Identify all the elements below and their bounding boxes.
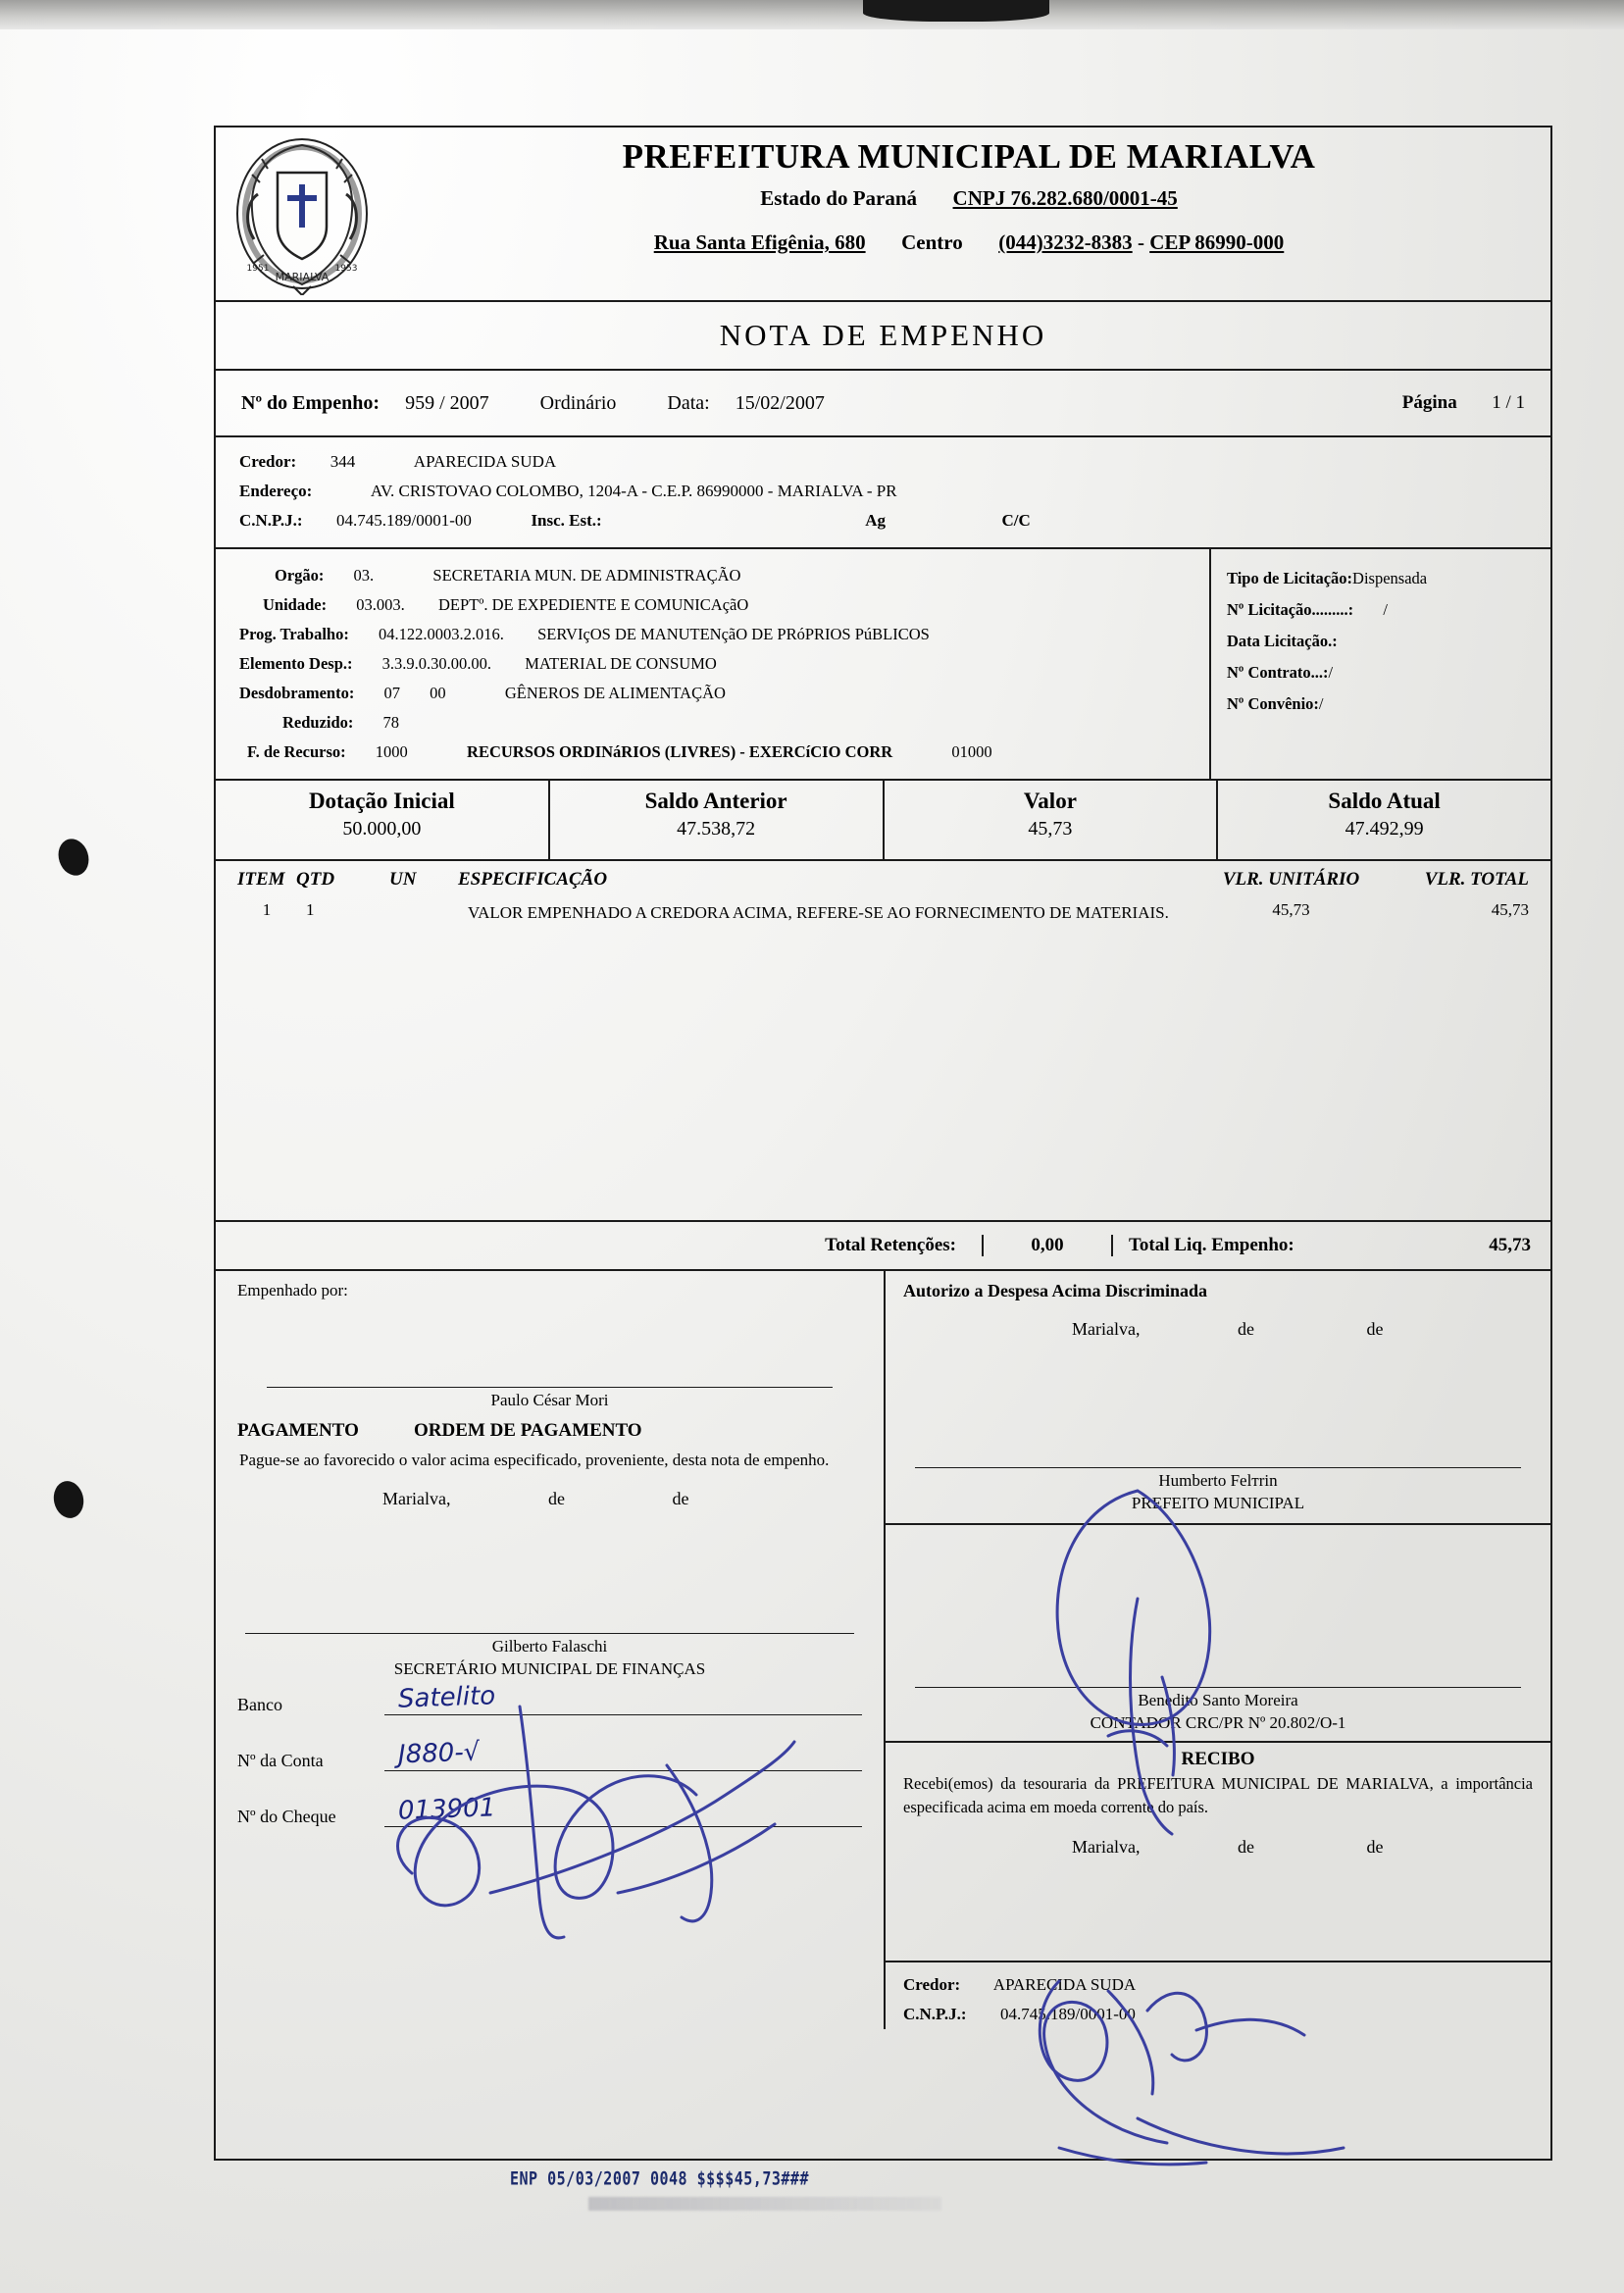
pagamento-title: PAGAMENTO xyxy=(237,1420,359,1441)
cep-label: CEP 86990-000 xyxy=(1149,230,1285,254)
empenho-number: 959 / 2007 xyxy=(405,391,489,414)
autorizo-local-data xyxy=(886,1301,1550,1340)
page-title: NOTA DE EMPENHO xyxy=(719,318,1047,352)
pagamento-texto: Pague-se ao favorecido o valor acima especificado, proveniente, desta nota de empenho. xyxy=(239,1451,830,1469)
svg-text:1953: 1953 xyxy=(334,263,357,274)
pagamento-local-data xyxy=(216,1473,884,1509)
recibo-local-data xyxy=(886,1819,1550,1858)
contador-nome: Benedito Santo Moreira xyxy=(1138,1691,1298,1709)
orgao-label: Orgão: xyxy=(275,566,325,585)
saldo-atual-label: Saldo Atual xyxy=(1328,789,1441,813)
state-label: Estado do Paraná xyxy=(760,186,918,210)
scan-top-shadow xyxy=(0,0,1624,29)
credor-label: Credor: xyxy=(239,452,297,471)
orgao-code: 03. xyxy=(353,566,375,585)
contador-cargo: CONTADOR CRC/PR Nº 20.802/O-1 xyxy=(1090,1713,1346,1732)
num-licitacao-value: / xyxy=(1383,600,1388,619)
ordem-pagamento-title: ORDEM DE PAGAMENTO xyxy=(414,1420,642,1441)
cc-label: C/C xyxy=(1001,511,1031,530)
fonte-recurso-num: 01000 xyxy=(951,742,992,761)
total-liq-value: 45,73 xyxy=(1489,1235,1531,1255)
empenho-date-label: Data: xyxy=(667,391,710,414)
ag-label: Ag xyxy=(865,511,886,530)
items-table-header xyxy=(216,861,1550,896)
document-title-bar xyxy=(216,302,1550,371)
city-title: PREFEITURA MUNICIPAL DE MARIALVA xyxy=(622,137,1316,176)
financas-cargo: SECRETÁRIO MUNICIPAL DE FINANÇAS xyxy=(393,1659,706,1678)
empenhado-por-block xyxy=(216,1271,884,1410)
num-convenio-row xyxy=(1227,688,1550,720)
col-item: ITEM xyxy=(237,869,285,890)
cnpj-label: C.N.P.J.: xyxy=(239,511,303,530)
cheque-label: Nº do Cheque xyxy=(237,1807,336,1826)
reduzido-row xyxy=(216,708,1209,738)
footer-smudge xyxy=(588,2197,941,2211)
num-licitacao-row xyxy=(1227,594,1550,626)
fonte-recurso-row xyxy=(216,738,1209,767)
elemento-desp-row xyxy=(216,649,1209,679)
table-row xyxy=(216,896,1550,926)
svg-text:1951: 1951 xyxy=(246,263,269,274)
cell-vlr-total: 45,73 xyxy=(1491,900,1529,919)
banco-field[interactable] xyxy=(237,1681,862,1715)
items-empty-space xyxy=(216,926,1550,1220)
signature-left-column xyxy=(216,1271,886,2029)
fonte-recurso-label: F. de Recurso: xyxy=(247,742,346,761)
fonte-recurso-code: 1000 xyxy=(375,742,408,761)
recibo-cnpj: 04.745.189/0001-00 xyxy=(1000,2005,1136,2023)
num-contrato-label: Nº Contrato...: xyxy=(1227,663,1329,682)
elemento-code: 3.3.9.0.30.00.00. xyxy=(381,654,491,673)
reduzido-value: 78 xyxy=(382,713,400,732)
total-retencoes-value: 0,00 xyxy=(982,1235,1111,1256)
cheque-field[interactable] xyxy=(237,1793,862,1827)
cell-vlr-unitario: 45,73 xyxy=(1272,900,1310,919)
autorizo-local: Marialva, xyxy=(1072,1319,1141,1339)
tipo-licitacao-label: Tipo de Licitação: xyxy=(1227,569,1353,587)
pagamento-header xyxy=(216,1410,884,1446)
num-contrato-value: / xyxy=(1328,663,1334,682)
scan-black-mark xyxy=(863,0,1049,22)
pagamento-de-2: de xyxy=(672,1489,689,1508)
orgao-name: SECRETARIA MUN. DE ADMINISTRAÇÃO xyxy=(432,566,741,585)
fonte-recurso-name: RECURSOS ORDINáRIOS (LIVRES) - EXERCíCIO CORR xyxy=(467,742,893,761)
recibo-local: Marialva, xyxy=(1072,1837,1141,1857)
prog-trabalho-code: 04.122.0003.2.016. xyxy=(378,625,504,643)
unidade-code: 03.003. xyxy=(356,595,405,614)
prefeito-nome: Humberto Felтrin xyxy=(1158,1471,1278,1490)
tipo-licitacao-row xyxy=(1227,563,1550,594)
unidade-name: DEPTº. DE EXPEDIENTE E COMUNICAçãO xyxy=(437,595,749,614)
reduzido-label: Reduzido: xyxy=(282,713,354,732)
autorizo-de-1: de xyxy=(1237,1319,1254,1339)
conta-label: Nº da Conta xyxy=(237,1751,324,1770)
dotacao-inicial-value: 50.000,00 xyxy=(342,818,422,840)
recibo-de-1: de xyxy=(1237,1837,1254,1857)
credor-address: AV. CRISTOVAO COLOMBO, 1204-A - C.E.P. 86990000 - MARIALVA - PR xyxy=(370,482,897,500)
desdobramento-label: Desdobramento: xyxy=(239,684,355,702)
recibo-texto: Recebi(emos) da tesouraria da PREFEITURA MUNICIPAL DE MARIALVA, a importância especificada acima em moeda corrente do país. xyxy=(903,1774,1533,1816)
insc-est-label: Insc. Est.: xyxy=(531,511,602,530)
col-vlr-total: VLR. TOTAL xyxy=(1424,869,1529,890)
svg-text:MARIALVA: MARIALVA xyxy=(275,270,329,283)
empenho-type: Ordinário xyxy=(539,391,617,414)
phone-label: (044)3232-8383 xyxy=(998,230,1133,254)
num-convenio-label: Nº Convênio: xyxy=(1227,694,1319,713)
nota-de-empenho-document xyxy=(214,126,1552,2161)
prog-trabalho-name: SERVIçOS DE MANUTENçãO DE PRóPRIOS PúBLICOS xyxy=(537,625,930,643)
total-retencoes-label: Total Retenções: xyxy=(825,1235,956,1255)
prog-trabalho-label: Prog. Trabalho: xyxy=(239,625,349,643)
prog-trabalho-row xyxy=(216,620,1209,649)
bank-fields xyxy=(216,1679,884,1841)
saldo-atual-value: 47.492,99 xyxy=(1345,818,1424,840)
empenho-number-label: Nº do Empenho: xyxy=(241,391,381,414)
num-licitacao-label: Nº Licitação.........: xyxy=(1227,600,1354,619)
credor-name: APARECIDA SUDA xyxy=(413,452,557,471)
num-contrato-row xyxy=(1227,657,1550,688)
document-header: MARIALVA 1951 1953 PREFEITURA MUNICIPAL DE MARIALVA Estado do Paraná CNPJ 76.282.680/0001-45 Rua Santa Efigênia, 680 Centro (044)3232-8383 - CEP 86990-000 xyxy=(216,127,1550,302)
credor-cnpj: 04.745.189/0001-00 xyxy=(336,511,472,530)
recibo-cnpj-label: C.N.P.J.: xyxy=(903,2005,967,2023)
prefeito-cargo: PREFEITO MUNICIPAL xyxy=(1131,1494,1305,1512)
num-convenio-value: / xyxy=(1318,694,1324,713)
signature-area xyxy=(216,1271,1550,2029)
address-line: Rua Santa Efigênia, 680 xyxy=(653,230,866,254)
col-qtd: QTD xyxy=(296,869,335,890)
dotacao-inicial-cell xyxy=(216,781,550,859)
conta-value: J880-√ xyxy=(397,1737,481,1770)
valor-label: Valor xyxy=(1023,789,1077,813)
elemento-label: Elemento Desp.: xyxy=(239,654,353,673)
col-vlr-unitario: VLR. UNITÁRIO xyxy=(1222,869,1360,890)
credor-block xyxy=(216,437,1550,549)
financas-nome: Gilberto Falaschi xyxy=(491,1637,608,1656)
total-liq-label: Total Liq. Empenho: xyxy=(1111,1235,1374,1256)
col-un: UN xyxy=(389,869,417,890)
desdobramento-row xyxy=(216,679,1209,708)
data-licitacao-row xyxy=(1227,626,1550,657)
recibo-de-2: de xyxy=(1366,1837,1384,1857)
valor-value: 45,73 xyxy=(1028,818,1073,840)
coat-of-arms-icon xyxy=(216,127,387,300)
saldos-row xyxy=(216,781,1550,861)
data-licitacao-label: Data Licitação.: xyxy=(1227,632,1338,650)
pagamento-de-1: de xyxy=(547,1489,565,1508)
cell-item: 1 xyxy=(262,900,272,919)
district-label: Centro xyxy=(901,230,963,254)
unidade-row xyxy=(216,590,1209,620)
pagamento-local: Marialva, xyxy=(382,1489,451,1508)
cell-qtd: 1 xyxy=(306,900,315,919)
unidade-label: Unidade: xyxy=(263,595,328,614)
conta-field[interactable] xyxy=(237,1737,862,1771)
recibo-credor-nome: APARECIDA SUDA xyxy=(992,1975,1137,1994)
saldo-anterior-value: 47.538,72 xyxy=(677,818,756,840)
banco-label: Banco xyxy=(237,1695,282,1714)
dotacao-inicial-label: Dotação Inicial xyxy=(308,789,455,813)
autorizo-de-2: de xyxy=(1366,1319,1384,1339)
desdobramento-code: 07 xyxy=(383,684,400,702)
valor-cell xyxy=(885,781,1219,859)
desdobramento-sub: 00 xyxy=(430,684,446,702)
empenho-date: 15/02/2007 xyxy=(735,391,825,414)
empenho-summary-row xyxy=(216,371,1550,437)
cell-un xyxy=(399,900,468,926)
licitacao-block xyxy=(1211,549,1550,779)
classificacao-block xyxy=(216,549,1211,779)
empenhado-por-label: Empenhado por: xyxy=(237,1281,348,1299)
page-label: Página xyxy=(1401,392,1457,413)
orgao-row xyxy=(216,561,1209,590)
endereco-label: Endereço: xyxy=(239,482,313,500)
elemento-name: MATERIAL DE CONSUMO xyxy=(525,654,717,673)
signature-right-column xyxy=(886,1271,1550,2029)
cell-especificacao: VALOR EMPENHADO A CREDORA ACIMA, REFERE-SE AO FORNECIMENTO DE MATERIAIS. xyxy=(468,903,1169,922)
page-number: 1 / 1 xyxy=(1492,392,1525,413)
empenhado-nome: Paulo César Mori xyxy=(490,1391,609,1409)
cnpj-header: CNPJ 76.282.680/0001-45 xyxy=(952,186,1178,210)
desdobramento-name: GÊNEROS DE ALIMENTAÇÃO xyxy=(504,684,726,702)
tipo-licitacao-value: Dispensada xyxy=(1352,569,1428,587)
footer-stamp: ENP 05/03/2007 0048 $$$$45,73### xyxy=(510,2166,809,2190)
credor-code: 344 xyxy=(330,452,356,471)
banco-value: Satelito xyxy=(397,1681,496,1714)
col-especificacao: ESPECIFICAÇÃO xyxy=(458,869,608,890)
saldo-atual-cell xyxy=(1218,781,1550,859)
recibo-credor-block xyxy=(886,1962,1550,2029)
recibo-credor-label: Credor: xyxy=(903,1975,961,1994)
retencoes-row xyxy=(216,1220,1550,1271)
cheque-value: 013901 xyxy=(397,1793,496,1826)
classificacao-licitacao-block xyxy=(216,549,1550,781)
recibo-title: RECIBO xyxy=(1181,1749,1255,1769)
saldo-anterior-label: Saldo Anterior xyxy=(644,789,787,813)
autorizo-label: Autorizo a Despesa Acima Discriminada xyxy=(903,1281,1207,1300)
saldo-anterior-cell xyxy=(550,781,885,859)
